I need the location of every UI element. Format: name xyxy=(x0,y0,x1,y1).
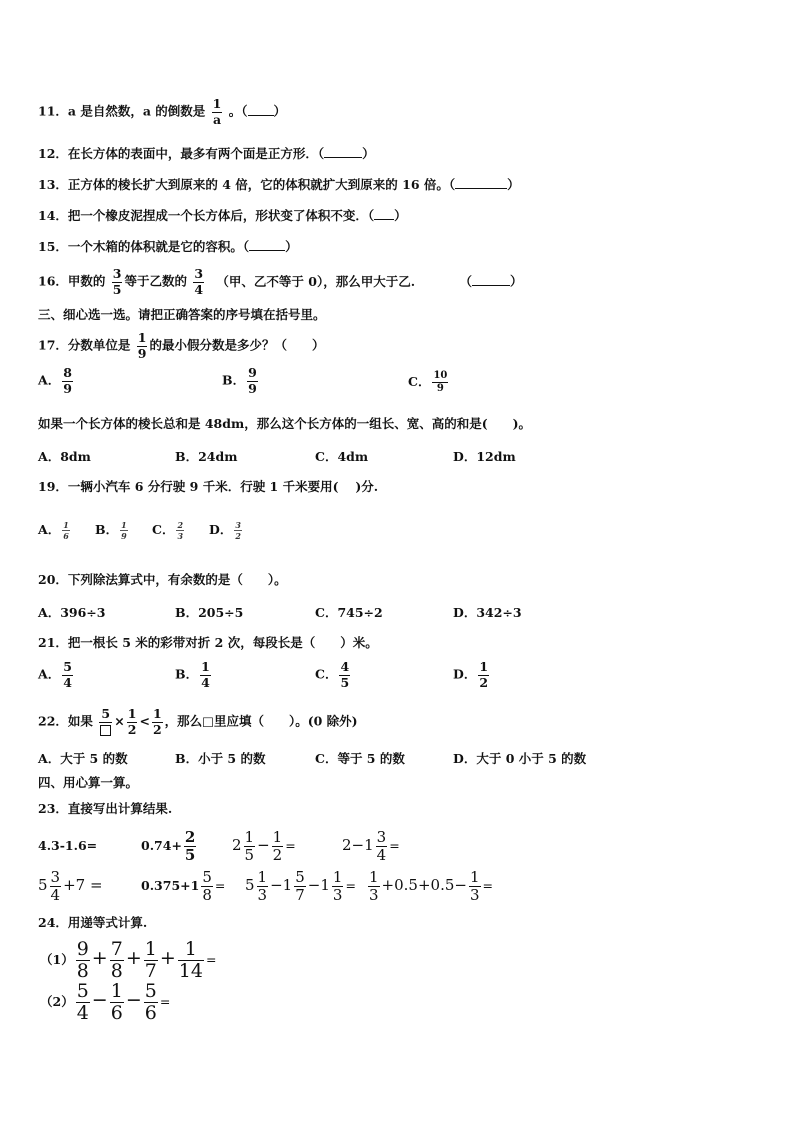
question-18: 如果一个长方体的棱长总和是 48dm，那么这个长方体的一组长、宽、高的和是( )。 xyxy=(38,416,532,431)
expression-7: 5 $\frac{1}{3}$ −1 $\frac{5}{7}$ −1 $\frac{1}{3}$ = xyxy=(245,868,356,904)
problem-2: （2） $\frac{5}{4}$ − $\frac{1}{6}$ − $\frac{5}{6}$ = xyxy=(40,980,171,1024)
expression-2: 0.74+ $\frac{2}{5}$ xyxy=(141,828,196,864)
option-a[interactable]: A．8dm xyxy=(38,449,91,464)
question-14: 14．把一个橡皮泥捏成一个长方体后，形状变了体积不变．（ ） xyxy=(38,208,407,223)
option-a[interactable]: A． $\frac{5}{4}$ xyxy=(38,659,72,690)
expression-5: 5 $\frac{3}{4}$ +7 = xyxy=(38,868,103,904)
option-a[interactable]: A．大于 5 的数 xyxy=(38,751,128,766)
question-20: 20．下列除法算式中，有余数的是（ ）。 xyxy=(38,572,287,587)
question-22: 22．如果 5 × $\frac{1}{2}$ < $\frac{1}{2}$ ，那么□里应填（ ）。(0 除外) xyxy=(38,706,358,737)
question-17: 17．分数单位是 $\frac{1}{9}$ 的最小假分数是多少？（ ） xyxy=(38,330,325,361)
question-15: 15．一个木箱的体积就是它的容积。（ ） xyxy=(38,239,298,254)
option-d[interactable]: D．12dm xyxy=(453,449,516,464)
option-c[interactable]: C．等于 5 的数 xyxy=(315,751,405,766)
option-d[interactable]: D．342÷3 xyxy=(453,605,522,620)
option-b[interactable]: B．小于 5 的数 xyxy=(175,751,266,766)
option-c[interactable]: C． $\frac{2}{3}$ xyxy=(152,520,184,541)
answer-blank[interactable] xyxy=(472,274,510,286)
option-b[interactable]: B． $\frac{9}{9}$ xyxy=(222,365,257,396)
section-4-heading: 四、用心算一算。 xyxy=(38,775,139,790)
section-3-heading: 三、细心选一选。请把正确答案的序号填在括号里。 xyxy=(38,307,326,322)
answer-blank[interactable] xyxy=(374,208,394,220)
question-16: 16．甲数的 $\frac{3}{5}$ 等于乙数的 $\frac{3}{4}$ （甲、乙不等于 0），那么甲大于乙. （ ） xyxy=(38,266,523,297)
fraction: $\frac{1}{2}$ xyxy=(127,706,137,737)
blank-square-icon xyxy=(100,725,111,736)
option-d[interactable]: D． $\frac{3}{2}$ xyxy=(209,520,241,541)
option-b[interactable]: B．24dm xyxy=(175,449,238,464)
question-24: 24．用递等式计算. xyxy=(38,915,148,930)
question-13: 13．正方体的棱长扩大到原来的 4 倍，它的体积就扩大到原来的 16 倍。（ ） xyxy=(38,177,520,192)
fraction: 5 xyxy=(99,708,112,736)
answer-blank[interactable] xyxy=(455,177,507,189)
option-b[interactable]: B． $\frac{1}{4}$ xyxy=(175,659,210,690)
fraction: $\frac{3}{4}$ xyxy=(194,266,204,297)
expression-4: 2−1 $\frac{3}{4}$ = xyxy=(342,828,400,864)
answer-blank[interactable] xyxy=(248,104,274,116)
expression-8: $\frac{1}{3}$ +0.5+0.5− $\frac{1}{3}$ = xyxy=(369,868,493,904)
question-11: 11．a 是自然数，a 的倒数是 $\frac{1}{a}$ 。（ ） xyxy=(38,96,287,127)
option-a[interactable]: A． $\frac{1}{6}$ xyxy=(38,520,69,541)
question-19: 19．一辆小汽车 6 分行驶 9 千米．行驶 1 千米要用( )分. xyxy=(38,479,379,494)
option-a[interactable]: A．396÷3 xyxy=(38,605,106,620)
answer-blank[interactable] xyxy=(324,146,362,158)
option-c[interactable]: C． $\frac{4}{5}$ xyxy=(315,659,350,690)
fraction: $\frac{1}{a}$ xyxy=(212,96,222,127)
problem-1: （1） $\frac{9}{8}$ + $\frac{7}{8}$ + $\frac{1}{7}$ + $\frac{1}{14}$ = xyxy=(40,938,217,982)
question-12: 12．在长方体的表面中，最多有两个面是正方形．（ ） xyxy=(38,146,375,161)
fraction: $\frac{1}{2}$ xyxy=(152,706,162,737)
fraction: $\frac{3}{5}$ xyxy=(112,266,122,297)
expression-6: 0.375+1 $\frac{5}{8}$ = xyxy=(141,868,226,904)
option-a[interactable]: A． $\frac{8}{9}$ xyxy=(38,365,72,396)
fraction: $\frac{1}{9}$ xyxy=(137,330,147,361)
option-b[interactable]: B．205÷5 xyxy=(175,605,244,620)
option-c[interactable]: C．4dm xyxy=(315,449,369,464)
answer-blank[interactable] xyxy=(249,239,285,251)
option-c[interactable]: C． $\frac{10}{9}$ xyxy=(408,370,448,394)
option-b[interactable]: B． $\frac{1}{9}$ xyxy=(95,520,127,541)
expression-1: 4.3-1.6= xyxy=(38,838,98,853)
option-d[interactable]: D． $\frac{1}{2}$ xyxy=(453,659,489,690)
option-c[interactable]: C．745÷2 xyxy=(315,605,383,620)
question-21: 21．把一根长 5 米的彩带对折 2 次，每段长是（ ）米。 xyxy=(38,635,378,650)
question-23: 23．直接写出计算结果. xyxy=(38,801,173,816)
option-d[interactable]: D．大于 0 小于 5 的数 xyxy=(453,751,587,766)
expression-3: 2 $\frac{1}{5}$ − $\frac{1}{2}$ = xyxy=(232,828,296,864)
